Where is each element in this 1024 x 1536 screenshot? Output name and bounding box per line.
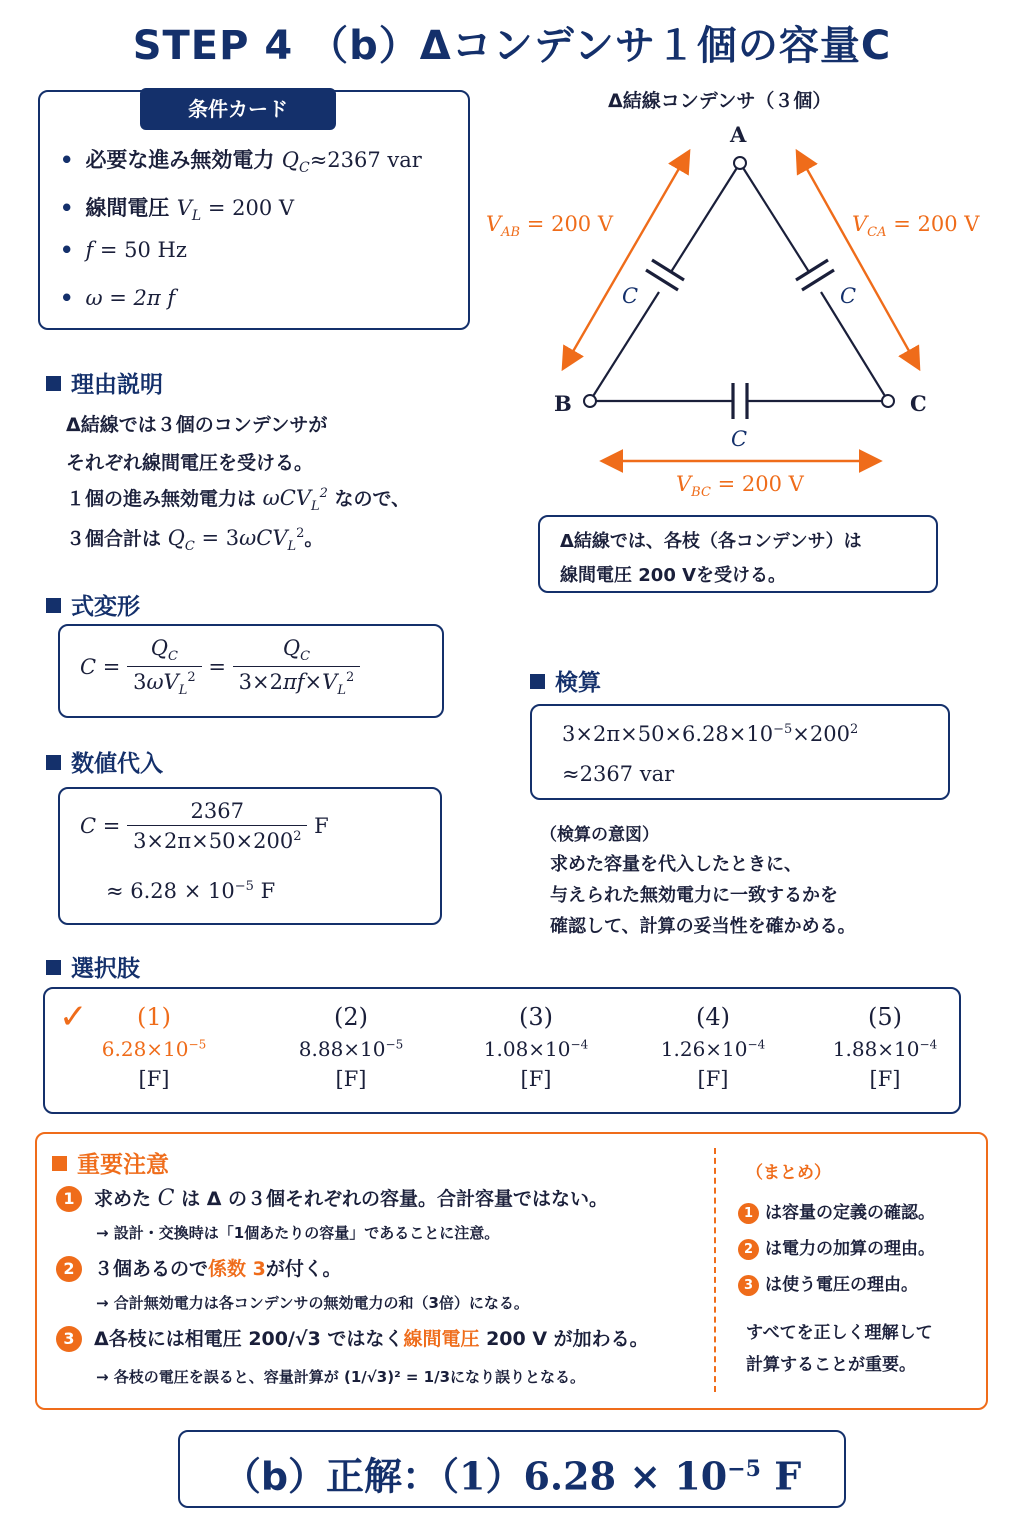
reason-line: １個の進み無効電力は ωCV$_L^2$ なので、: [66, 486, 411, 515]
voltage-ca-label: $V_{CA} = 200$ V: [852, 212, 980, 241]
summary-item: 2 は電力の加算の理由。: [738, 1234, 935, 1260]
check-intent-line: 与えられた無効電力に一致するかを: [550, 885, 838, 906]
page-title: STEP 4 （b）Δコンデンサ１個の容量C: [132, 23, 892, 69]
substitute-heading: 数値代入: [46, 745, 163, 778]
transform-heading: 式変形: [46, 588, 140, 621]
cap-ca-label: C: [840, 284, 857, 308]
substitute-equation: C = $\frac{2367}{3\times 2\pi\times 50\times 200^2}$ F: [80, 799, 329, 853]
summary-item: 1 は容量の定義の確認。: [738, 1198, 935, 1224]
wire-ac: [821, 292, 888, 401]
reason-line: それぞれ線間電圧を受ける。: [66, 452, 314, 474]
wire-ac: [740, 163, 809, 272]
choice-1[interactable]: (1) $6.28\times 10^{-5}$ [F]: [101, 1003, 207, 1091]
choice-5[interactable]: (5) $1.88\times 10^{-4}$ [F]: [832, 1003, 938, 1091]
caution-heading: 重要注意: [52, 1146, 169, 1179]
summary-title: （まとめ）: [746, 1163, 831, 1183]
number-2-icon: 2: [738, 1239, 759, 1260]
check-intent-line: 確認して、計算の妥当性を確かめる。: [550, 916, 856, 937]
condition-item: • 必要な進み無効電力 $Q_C\approx 2367$ var: [60, 148, 422, 177]
answer-box: （b）正解：$(1)6.28 \times 10^{-5}$ F: [178, 1430, 846, 1508]
arrow-vca: [798, 153, 918, 367]
node-a: [734, 157, 746, 169]
node-c-label: C: [910, 391, 927, 416]
caution-item-2: 2 ３個あるので係数 3が付く。: [56, 1254, 341, 1282]
check-box: [530, 704, 950, 800]
number-3-icon: 3: [738, 1275, 759, 1296]
delta-note-line: Δ結線では、各枝（各コンデンサ）は: [560, 531, 862, 552]
caution-item-1: 1 求めた C は Δ の３個それぞれの容量。合計容量ではない。: [56, 1184, 608, 1212]
reason-line: ３個合計は $Q_C = 3\omega CV_L^2$。: [66, 526, 324, 555]
choices-box: [43, 987, 961, 1114]
condition-card: [38, 90, 470, 330]
voltage-bc-label: $V_{BC} = 200$ V: [676, 472, 804, 501]
cap-ab-label: C: [622, 284, 639, 308]
transform-equation-box: [58, 624, 444, 718]
delta-note-box: [538, 515, 938, 593]
caution-sub-1: → 設計・交換時は「1個あたりの容量」であることに注意。: [96, 1224, 500, 1242]
condition-item: • ω = 2π f: [60, 286, 176, 310]
arrow-vab: [564, 153, 688, 367]
number-1-icon: 1: [56, 1186, 82, 1212]
caution-sub-2: → 合計無効電力は各コンデンサの無効電力の和（3倍）になる。: [96, 1294, 529, 1312]
wire-ab: [590, 292, 659, 401]
check-heading: 検算: [530, 664, 601, 697]
cap-bc-label: C: [731, 427, 748, 451]
caution-item-3: 3 Δ各枝には相電圧 200/√3 ではなく線間電圧 200 V が加わる。: [56, 1324, 649, 1352]
condition-item: • f = 50 Hz: [60, 238, 187, 262]
substitute-result: ≈ $6.28 \times 10^{-5}$ F: [106, 879, 276, 903]
condition-item: • 線間電圧 $V_L = 200$ V: [60, 196, 295, 225]
summary-end: 計算することが重要。: [746, 1355, 916, 1375]
reason-heading: 理由説明: [46, 366, 163, 399]
summary-item: 3 は使う電圧の理由。: [738, 1270, 918, 1296]
delta-capacitor-diagram: [470, 115, 990, 515]
voltage-ab-label: $V_{AB} = 200$ V: [486, 212, 614, 241]
choice-3[interactable]: (3) $1.08\times 10^{-4}$ [F]: [483, 1003, 589, 1091]
caution-divider: [714, 1148, 716, 1392]
check-mark-icon: ✓: [59, 997, 88, 1037]
node-b-label: B: [554, 391, 572, 416]
check-result: ≈2367 var: [562, 762, 675, 786]
caution-sub-3: → 各枝の電圧を誤ると、容量計算が (1/√3)² = 1/3になり誤りとなる。: [96, 1368, 586, 1386]
check-line: $3\times 2\pi\times 50\times 6.28\times 10^{-5}\times 200^2$: [562, 722, 859, 746]
number-3-icon: 3: [56, 1326, 82, 1352]
number-2-icon: 2: [56, 1256, 82, 1282]
transform-equation: C = $\frac{Q_C}{3\omega V_L^2}$ = $\frac{Q_C}{3\times 2\pi f\times V_L^2}$: [80, 636, 360, 698]
delta-note-line: 線間電圧 200 Vを受ける。: [560, 565, 787, 586]
choice-4[interactable]: (4) $1.26\times 10^{-4}$ [F]: [660, 1003, 766, 1091]
summary-end: すべてを正しく理解して: [746, 1323, 933, 1343]
wire-ab: [671, 163, 740, 272]
number-1-icon: 1: [738, 1203, 759, 1224]
choices-heading: 選択肢: [46, 950, 140, 983]
node-c: [882, 395, 894, 407]
reason-line: Δ結線では３個のコンデンサが: [66, 414, 328, 436]
substitute-box: [58, 787, 442, 925]
check-intent-title: （検算の意図）: [540, 825, 659, 845]
check-intent-line: 求めた容量を代入したときに、: [550, 854, 802, 875]
condition-card-tab: 条件カード: [140, 88, 336, 130]
choice-2[interactable]: (2) $8.88\times 10^{-5}$ [F]: [298, 1003, 404, 1091]
node-a-label: A: [730, 122, 747, 147]
diagram-title: Δ結線コンデンサ（３個）: [608, 90, 832, 112]
node-b: [584, 395, 596, 407]
